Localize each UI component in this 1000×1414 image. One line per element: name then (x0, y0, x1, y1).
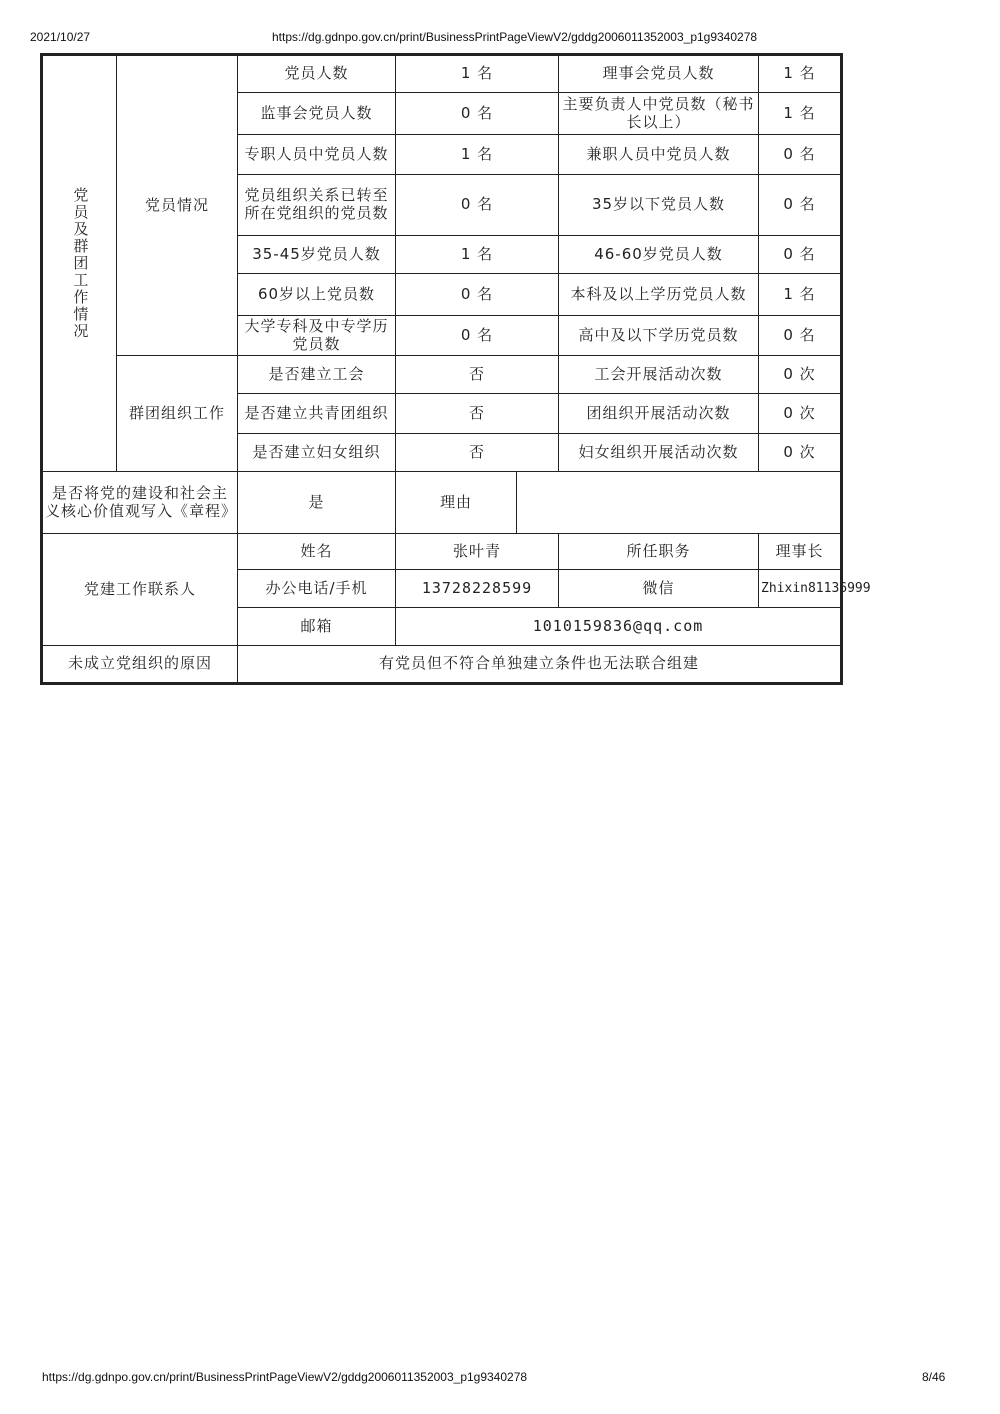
field-value: 1 名 (759, 274, 842, 316)
field-value: 1 名 (396, 236, 559, 274)
contact-wechat: Zhixin81136999 (759, 570, 842, 608)
field-label: 兼职人员中党员人数 (559, 135, 759, 175)
section-label-cell (42, 55, 117, 472)
table-row (42, 534, 842, 570)
field-label: 理事会党员人数 (559, 55, 759, 93)
charter-question: 是否将党的建设和社会主义核心价值观写入《章程》 (42, 472, 238, 534)
groups-label: 群团组织工作 (117, 356, 238, 472)
contact-email: 1010159836@qq.com (396, 608, 842, 646)
charter-reason-label: 理由 (396, 472, 517, 534)
header-url: https://dg.gdnpo.gov.cn/print/BusinessPrintPageViewV2/gddg2006011352003_p1g9340278 (272, 30, 758, 44)
footer-url: https://dg.gdnpo.gov.cn/print/BusinessPrintPageViewV2/gddg2006011352003_p1g9340278 (42, 1370, 528, 1384)
field-label: 是否建立妇女组织 (238, 434, 396, 472)
field-value: 1 名 (396, 135, 559, 175)
table-row (42, 356, 842, 394)
contact-label: 党建工作联系人 (42, 534, 238, 646)
header-date: 2021/10/27 (30, 30, 91, 44)
field-label: 工会开展活动次数 (559, 356, 759, 394)
charter-reason-value (517, 472, 842, 534)
field-label: 主要负责人中党员数（秘书长以上） (559, 93, 759, 135)
charter-answer: 是 (238, 472, 396, 534)
field-value: 0 名 (396, 316, 559, 356)
field-value: 0 名 (396, 93, 559, 135)
contact-position: 理事长 (759, 534, 842, 570)
field-value: 0 名 (759, 316, 842, 356)
field-label: 60岁以上党员数 (238, 274, 396, 316)
field-value: 1 名 (396, 55, 559, 93)
field-value: 否 (396, 394, 559, 434)
field-label: 46-60岁党员人数 (559, 236, 759, 274)
table-row (42, 55, 842, 93)
no-org-label: 未成立党组织的原因 (42, 646, 238, 684)
contact-email-label: 邮箱 (238, 608, 396, 646)
field-value: 0 名 (759, 236, 842, 274)
field-label: 本科及以上学历党员人数 (559, 274, 759, 316)
field-label: 高中及以下学历党员数 (559, 316, 759, 356)
party-member-table (40, 53, 871, 685)
contact-wechat-label: 微信 (559, 570, 759, 608)
members-label: 党员情况 (117, 55, 238, 356)
section-main-label: 党员及群团工作情况 (71, 187, 90, 340)
field-label: 党员组织关系已转至所在党组织的党员数 (238, 175, 396, 236)
contact-phone-label: 办公电话/手机 (238, 570, 396, 608)
field-value: 0 名 (759, 135, 842, 175)
contact-name: 张叶青 (396, 534, 559, 570)
table-row (42, 646, 842, 684)
field-value: 否 (396, 356, 559, 394)
field-label: 专职人员中党员人数 (238, 135, 396, 175)
field-label: 妇女组织开展活动次数 (559, 434, 759, 472)
field-label: 是否建立工会 (238, 356, 396, 394)
field-label: 35岁以下党员人数 (559, 175, 759, 236)
footer-page: 8/46 (922, 1370, 946, 1384)
contact-position-label: 所任职务 (559, 534, 759, 570)
contact-phone: 13728228599 (396, 570, 559, 608)
field-value: 1 名 (759, 55, 842, 93)
field-value: 1 名 (759, 93, 842, 135)
field-value: 0 名 (396, 175, 559, 236)
field-label: 大学专科及中专学历党员数 (238, 316, 396, 356)
field-label: 党员人数 (238, 55, 396, 93)
field-value: 0 名 (396, 274, 559, 316)
field-label: 团组织开展活动次数 (559, 394, 759, 434)
contact-name-label: 姓名 (238, 534, 396, 570)
field-value: 0 次 (759, 394, 842, 434)
no-org-value: 有党员但不符合单独建立条件也无法联合组建 (238, 646, 842, 684)
field-label: 监事会党员人数 (238, 93, 396, 135)
field-value: 0 次 (759, 434, 842, 472)
field-value: 否 (396, 434, 559, 472)
field-value: 0 次 (759, 356, 842, 394)
field-value: 0 名 (759, 175, 842, 236)
field-label: 是否建立共青团组织 (238, 394, 396, 434)
table-row (42, 472, 842, 534)
field-label: 35-45岁党员人数 (238, 236, 396, 274)
